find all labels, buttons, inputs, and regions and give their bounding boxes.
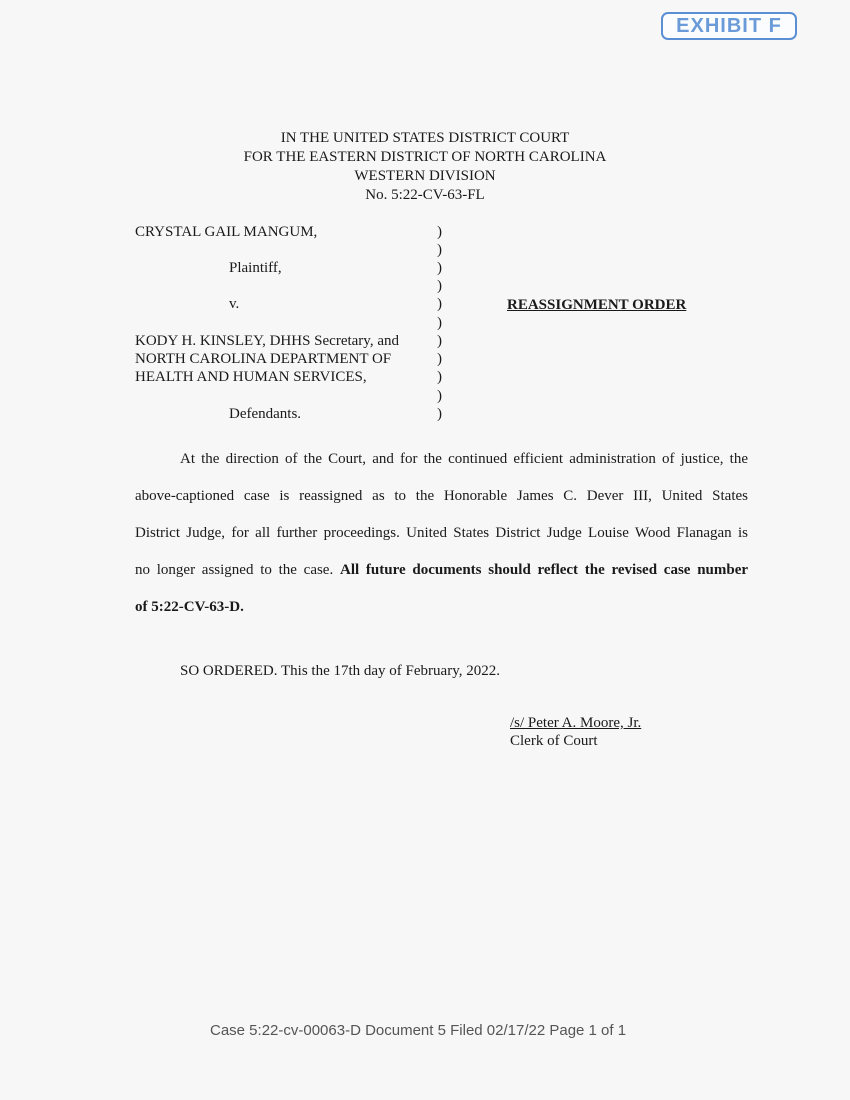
court-name: IN THE UNITED STATES DISTRICT COURT — [280, 130, 570, 146]
body-line-4 — [135, 560, 748, 580]
defendants-label: Defendants. — [229, 406, 302, 422]
caption-paren: ) — [437, 388, 442, 404]
court-header — [0, 129, 850, 205]
defendant-line-2: NORTH CAROLINA DEPARTMENT OF — [135, 351, 392, 367]
defendant-line-3: HEALTH AND HUMAN SERVICES, — [135, 369, 367, 385]
caption-paren: ) — [437, 242, 442, 258]
caption-paren: ) — [437, 278, 442, 294]
plaintiff-name: CRYSTAL GAIL MANGUM, — [135, 224, 318, 240]
caption-paren: ) — [437, 260, 442, 276]
caption-paren: ) — [437, 315, 442, 331]
defendant-line-1: KODY H. KINSLEY, DHHS Secretary, and — [135, 333, 399, 349]
court-district: FOR THE EASTERN DISTRICT OF NORTH CAROLINA — [243, 149, 607, 165]
plaintiff-label: Plaintiff, — [229, 260, 282, 276]
body-line-4-plain: no longer assigned to the case. — [135, 562, 334, 578]
caption-paren: ) — [437, 296, 442, 312]
body-line-3: District Judge, for all further proceedings. United States District Judge Louise Wood Flanagan is — [135, 525, 748, 541]
court-division: WESTERN DIVISION — [354, 168, 496, 184]
signature-title: Clerk of Court — [510, 733, 598, 749]
document-footer: Case 5:22-cv-00063-D Document 5 Filed 02/17/22 Page 1 of 1 — [210, 1022, 627, 1039]
body-line-1: At the direction of the Court, and for the continued efficient administration of justice, the — [180, 451, 748, 467]
caption-paren: ) — [437, 333, 442, 349]
body-line-5: of 5:22-CV-63-D. — [135, 599, 244, 615]
exhibit-stamp: EXHIBIT F — [661, 12, 797, 40]
signature-block — [510, 714, 641, 750]
case-number: No. 5:22-CV-63-FL — [365, 187, 485, 203]
order-title: REASSIGNMENT ORDER — [507, 297, 687, 313]
signature-name: /s/ Peter A. Moore, Jr. — [510, 715, 642, 731]
body-line-4-bold: All future documents should reflect the revised case number — [339, 562, 749, 578]
caption-paren: ) — [437, 369, 442, 385]
so-ordered-line: SO ORDERED. This the 17th day of February, 2022. — [180, 663, 500, 679]
caption-paren: ) — [437, 406, 442, 422]
versus-label: v. — [229, 296, 240, 312]
body-line-2: above-captioned case is reassigned as to the Honorable James C. Dever III, United States — [135, 488, 748, 504]
caption-paren: ) — [437, 351, 442, 367]
caption-paren: ) — [437, 224, 442, 240]
